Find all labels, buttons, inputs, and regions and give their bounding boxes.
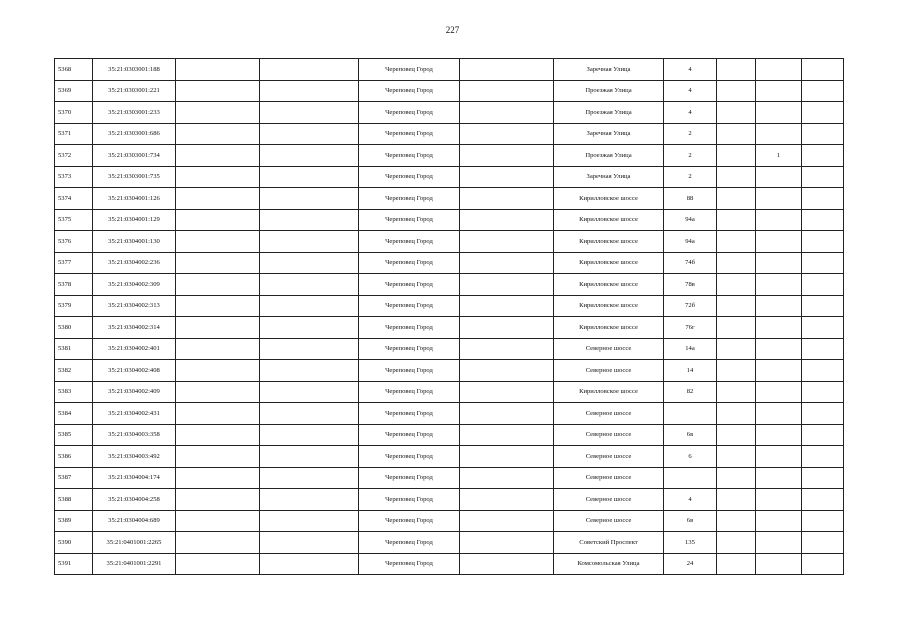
street-cell: Заречная Улица (554, 166, 664, 188)
empty-cell (717, 338, 756, 360)
empty-cell (717, 145, 756, 167)
empty-cell (717, 166, 756, 188)
empty-cell (717, 295, 756, 317)
empty-cell (460, 102, 554, 124)
street-cell: Кирилловское шоссе (554, 274, 664, 296)
table-row (55, 209, 844, 231)
empty-cell (260, 252, 359, 274)
empty-cell (176, 489, 260, 511)
empty-cell (260, 80, 359, 102)
empty-cell (717, 553, 756, 575)
house-number-cell: 6 (664, 446, 717, 468)
table-row (55, 381, 844, 403)
extra-value-cell (756, 295, 802, 317)
empty-cell (460, 317, 554, 339)
empty-cell (260, 274, 359, 296)
registry-table (54, 58, 844, 575)
street-cell: Кирилловское шоссе (554, 252, 664, 274)
extra-value-cell (756, 424, 802, 446)
empty-cell (460, 446, 554, 468)
empty-cell (176, 360, 260, 382)
cadastral-number-cell: 35:21:0304004:258 (93, 489, 176, 511)
house-number-cell: 82 (664, 381, 717, 403)
city-cell: Череповец Город (359, 252, 460, 274)
cadastral-number-cell: 35:21:0401001:2265 (93, 532, 176, 554)
city-cell: Череповец Город (359, 231, 460, 253)
street-cell: Заречная Улица (554, 123, 664, 145)
empty-cell (460, 274, 554, 296)
cadastral-number-cell: 35:21:0401001:2291 (93, 553, 176, 575)
empty-cell (176, 446, 260, 468)
house-number-cell (664, 467, 717, 489)
street-cell: Северное шоссе (554, 489, 664, 511)
empty-cell (460, 59, 554, 81)
empty-cell (802, 467, 844, 489)
extra-value-cell (756, 446, 802, 468)
street-cell: Северное шоссе (554, 446, 664, 468)
empty-cell (176, 59, 260, 81)
empty-cell (460, 532, 554, 554)
extra-value-cell (756, 209, 802, 231)
empty-cell (176, 123, 260, 145)
empty-cell (802, 274, 844, 296)
empty-cell (717, 80, 756, 102)
table-row (55, 166, 844, 188)
row-number-cell: 5376 (55, 231, 93, 253)
street-cell: Северное шоссе (554, 467, 664, 489)
empty-cell (717, 252, 756, 274)
house-number-cell: 2 (664, 145, 717, 167)
empty-cell (802, 317, 844, 339)
empty-cell (802, 489, 844, 511)
empty-cell (717, 59, 756, 81)
empty-cell (460, 360, 554, 382)
empty-cell (260, 166, 359, 188)
empty-cell (717, 532, 756, 554)
city-cell: Череповец Город (359, 59, 460, 81)
row-number-cell: 5385 (55, 424, 93, 446)
empty-cell (260, 446, 359, 468)
extra-value-cell (756, 360, 802, 382)
empty-cell (176, 80, 260, 102)
empty-cell (176, 231, 260, 253)
empty-cell (802, 123, 844, 145)
table-row (55, 295, 844, 317)
table-row (55, 338, 844, 360)
empty-cell (260, 489, 359, 511)
empty-cell (460, 381, 554, 403)
empty-cell (260, 553, 359, 575)
empty-cell (717, 274, 756, 296)
table-row (55, 467, 844, 489)
house-number-cell: 94а (664, 209, 717, 231)
cadastral-number-cell: 35:21:0304003:358 (93, 424, 176, 446)
cadastral-number-cell: 35:21:0304002:401 (93, 338, 176, 360)
table-row (55, 317, 844, 339)
empty-cell (176, 274, 260, 296)
row-number-cell: 5377 (55, 252, 93, 274)
cadastral-number-cell: 35:21:0304002:408 (93, 360, 176, 382)
house-number-cell: 2 (664, 166, 717, 188)
empty-cell (717, 403, 756, 425)
empty-cell (460, 510, 554, 532)
table-row (55, 446, 844, 468)
table-row (55, 231, 844, 253)
empty-cell (260, 360, 359, 382)
street-cell: Кирилловское шоссе (554, 317, 664, 339)
cadastral-number-cell: 35:21:0303001:188 (93, 59, 176, 81)
house-number-cell: 4 (664, 59, 717, 81)
city-cell: Череповец Город (359, 381, 460, 403)
empty-cell (802, 510, 844, 532)
empty-cell (802, 446, 844, 468)
empty-cell (176, 252, 260, 274)
row-number-cell: 5368 (55, 59, 93, 81)
table-row (55, 510, 844, 532)
empty-cell (460, 252, 554, 274)
empty-cell (802, 209, 844, 231)
street-cell: Северное шоссе (554, 338, 664, 360)
empty-cell (460, 424, 554, 446)
table-row (55, 489, 844, 511)
cadastral-number-cell: 35:21:0303001:734 (93, 145, 176, 167)
extra-value-cell (756, 80, 802, 102)
row-number-cell: 5388 (55, 489, 93, 511)
table-row (55, 424, 844, 446)
empty-cell (802, 338, 844, 360)
city-cell: Череповец Город (359, 188, 460, 210)
empty-cell (802, 424, 844, 446)
city-cell: Череповец Город (359, 424, 460, 446)
empty-cell (260, 209, 359, 231)
cadastral-number-cell: 35:21:0304004:689 (93, 510, 176, 532)
house-number-cell: 4 (664, 489, 717, 511)
table-row (55, 188, 844, 210)
city-cell: Череповец Город (359, 338, 460, 360)
city-cell: Череповец Город (359, 209, 460, 231)
house-number-cell: 14а (664, 338, 717, 360)
house-number-cell: 94а (664, 231, 717, 253)
empty-cell (176, 381, 260, 403)
empty-cell (176, 532, 260, 554)
street-cell: Кирилловское шоссе (554, 188, 664, 210)
row-number-cell: 5391 (55, 553, 93, 575)
house-number-cell: 2 (664, 123, 717, 145)
row-number-cell: 5374 (55, 188, 93, 210)
row-number-cell: 5373 (55, 166, 93, 188)
row-number-cell: 5371 (55, 123, 93, 145)
city-cell: Череповец Город (359, 166, 460, 188)
city-cell: Череповец Город (359, 317, 460, 339)
registry-body (55, 59, 844, 575)
cadastral-number-cell: 35:21:0304001:130 (93, 231, 176, 253)
empty-cell (176, 188, 260, 210)
empty-cell (260, 403, 359, 425)
empty-cell (260, 424, 359, 446)
cadastral-number-cell: 35:21:0304001:129 (93, 209, 176, 231)
empty-cell (717, 424, 756, 446)
row-number-cell: 5375 (55, 209, 93, 231)
empty-cell (802, 59, 844, 81)
empty-cell (460, 295, 554, 317)
street-cell: Проезжая Улица (554, 145, 664, 167)
empty-cell (460, 188, 554, 210)
cadastral-number-cell: 35:21:0304002:309 (93, 274, 176, 296)
empty-cell (802, 188, 844, 210)
city-cell: Череповец Город (359, 553, 460, 575)
empty-cell (802, 553, 844, 575)
row-number-cell: 5380 (55, 317, 93, 339)
house-number-cell (664, 403, 717, 425)
cadastral-number-cell: 35:21:0303001:233 (93, 102, 176, 124)
cadastral-number-cell: 35:21:0304002:431 (93, 403, 176, 425)
empty-cell (460, 209, 554, 231)
street-cell: Советский Проспект (554, 532, 664, 554)
extra-value-cell (756, 123, 802, 145)
empty-cell (260, 317, 359, 339)
city-cell: Череповец Город (359, 145, 460, 167)
extra-value-cell: 1 (756, 145, 802, 167)
empty-cell (717, 446, 756, 468)
row-number-cell: 5369 (55, 80, 93, 102)
cadastral-number-cell: 35:21:0304002:409 (93, 381, 176, 403)
table-row (55, 553, 844, 575)
empty-cell (460, 553, 554, 575)
extra-value-cell (756, 59, 802, 81)
empty-cell (176, 467, 260, 489)
row-number-cell: 5372 (55, 145, 93, 167)
cadastral-number-cell: 35:21:0303001:221 (93, 80, 176, 102)
city-cell: Череповец Город (359, 80, 460, 102)
empty-cell (802, 145, 844, 167)
house-number-cell: 76г (664, 317, 717, 339)
empty-cell (802, 295, 844, 317)
empty-cell (176, 403, 260, 425)
empty-cell (717, 209, 756, 231)
street-cell: Северное шоссе (554, 510, 664, 532)
empty-cell (260, 510, 359, 532)
extra-value-cell (756, 274, 802, 296)
extra-value-cell (756, 252, 802, 274)
row-number-cell: 5378 (55, 274, 93, 296)
house-number-cell: 78в (664, 274, 717, 296)
house-number-cell: 4 (664, 80, 717, 102)
extra-value-cell (756, 317, 802, 339)
empty-cell (460, 145, 554, 167)
street-cell: Северное шоссе (554, 403, 664, 425)
empty-cell (176, 102, 260, 124)
row-number-cell: 5387 (55, 467, 93, 489)
house-number-cell: 72б (664, 295, 717, 317)
empty-cell (717, 489, 756, 511)
extra-value-cell (756, 102, 802, 124)
empty-cell (802, 360, 844, 382)
house-number-cell: 6в (664, 424, 717, 446)
extra-value-cell (756, 532, 802, 554)
empty-cell (802, 381, 844, 403)
empty-cell (260, 231, 359, 253)
extra-value-cell (756, 188, 802, 210)
page-number: 227 (445, 25, 460, 35)
house-number-cell: 24 (664, 553, 717, 575)
city-cell: Череповец Город (359, 274, 460, 296)
street-cell: Кирилловское шоссе (554, 381, 664, 403)
empty-cell (260, 295, 359, 317)
extra-value-cell (756, 553, 802, 575)
street-cell: Кирилловское шоссе (554, 231, 664, 253)
empty-cell (460, 166, 554, 188)
empty-cell (717, 360, 756, 382)
street-cell: Северное шоссе (554, 360, 664, 382)
empty-cell (176, 510, 260, 532)
empty-cell (176, 553, 260, 575)
empty-cell (176, 209, 260, 231)
city-cell: Череповец Город (359, 446, 460, 468)
extra-value-cell (756, 166, 802, 188)
empty-cell (176, 166, 260, 188)
empty-cell (717, 510, 756, 532)
extra-value-cell (756, 381, 802, 403)
house-number-cell: 74б (664, 252, 717, 274)
cadastral-number-cell: 35:21:0304001:126 (93, 188, 176, 210)
city-cell: Череповец Город (359, 360, 460, 382)
empty-cell (460, 123, 554, 145)
city-cell: Череповец Город (359, 467, 460, 489)
row-number-cell: 5381 (55, 338, 93, 360)
street-cell: Северное шоссе (554, 424, 664, 446)
cadastral-number-cell: 35:21:0303001:735 (93, 166, 176, 188)
table-row (55, 252, 844, 274)
empty-cell (176, 338, 260, 360)
empty-cell (176, 295, 260, 317)
table-row (55, 80, 844, 102)
empty-cell (260, 338, 359, 360)
empty-cell (260, 145, 359, 167)
empty-cell (802, 231, 844, 253)
empty-cell (717, 123, 756, 145)
empty-cell (460, 231, 554, 253)
row-number-cell: 5370 (55, 102, 93, 124)
empty-cell (460, 489, 554, 511)
empty-cell (802, 80, 844, 102)
empty-cell (802, 252, 844, 274)
city-cell: Череповец Город (359, 403, 460, 425)
extra-value-cell (756, 489, 802, 511)
house-number-cell: 135 (664, 532, 717, 554)
table-row (55, 59, 844, 81)
empty-cell (260, 102, 359, 124)
row-number-cell: 5383 (55, 381, 93, 403)
table-row (55, 102, 844, 124)
city-cell: Череповец Город (359, 123, 460, 145)
house-number-cell: 88 (664, 188, 717, 210)
cadastral-number-cell: 35:21:0304002:314 (93, 317, 176, 339)
empty-cell (460, 403, 554, 425)
house-number-cell: 14 (664, 360, 717, 382)
empty-cell (260, 467, 359, 489)
empty-cell (460, 467, 554, 489)
empty-cell (802, 532, 844, 554)
table-row (55, 360, 844, 382)
empty-cell (460, 338, 554, 360)
empty-cell (460, 80, 554, 102)
table-row (55, 145, 844, 167)
row-number-cell: 5386 (55, 446, 93, 468)
cadastral-number-cell: 35:21:0304002:313 (93, 295, 176, 317)
street-cell: Комсомольская Улица (554, 553, 664, 575)
row-number-cell: 5390 (55, 532, 93, 554)
house-number-cell: 4 (664, 102, 717, 124)
city-cell: Череповец Город (359, 510, 460, 532)
empty-cell (176, 317, 260, 339)
row-number-cell: 5384 (55, 403, 93, 425)
empty-cell (260, 532, 359, 554)
table-row (55, 274, 844, 296)
empty-cell (717, 467, 756, 489)
cadastral-number-cell: 35:21:0304002:236 (93, 252, 176, 274)
empty-cell (176, 424, 260, 446)
extra-value-cell (756, 338, 802, 360)
empty-cell (802, 403, 844, 425)
table-row (55, 532, 844, 554)
row-number-cell: 5389 (55, 510, 93, 532)
empty-cell (176, 145, 260, 167)
street-cell: Проезжая Улица (554, 80, 664, 102)
street-cell: Проезжая Улица (554, 102, 664, 124)
empty-cell (802, 102, 844, 124)
empty-cell (717, 188, 756, 210)
extra-value-cell (756, 231, 802, 253)
cadastral-number-cell: 35:21:0304004:174 (93, 467, 176, 489)
row-number-cell: 5379 (55, 295, 93, 317)
cadastral-number-cell: 35:21:0304003:492 (93, 446, 176, 468)
city-cell: Череповец Город (359, 102, 460, 124)
street-cell: Кирилловское шоссе (554, 295, 664, 317)
extra-value-cell (756, 510, 802, 532)
house-number-cell: 6в (664, 510, 717, 532)
city-cell: Череповец Город (359, 532, 460, 554)
empty-cell (717, 231, 756, 253)
table-row (55, 403, 844, 425)
empty-cell (260, 381, 359, 403)
extra-value-cell (756, 403, 802, 425)
empty-cell (260, 123, 359, 145)
street-cell: Заречная Улица (554, 59, 664, 81)
cadastral-number-cell: 35:21:0303001:686 (93, 123, 176, 145)
city-cell: Череповец Город (359, 489, 460, 511)
empty-cell (717, 102, 756, 124)
empty-cell (717, 381, 756, 403)
empty-cell (260, 59, 359, 81)
row-number-cell: 5382 (55, 360, 93, 382)
table-row (55, 123, 844, 145)
city-cell: Череповец Город (359, 295, 460, 317)
empty-cell (717, 317, 756, 339)
empty-cell (260, 188, 359, 210)
extra-value-cell (756, 467, 802, 489)
empty-cell (802, 166, 844, 188)
street-cell: Кирилловское шоссе (554, 209, 664, 231)
